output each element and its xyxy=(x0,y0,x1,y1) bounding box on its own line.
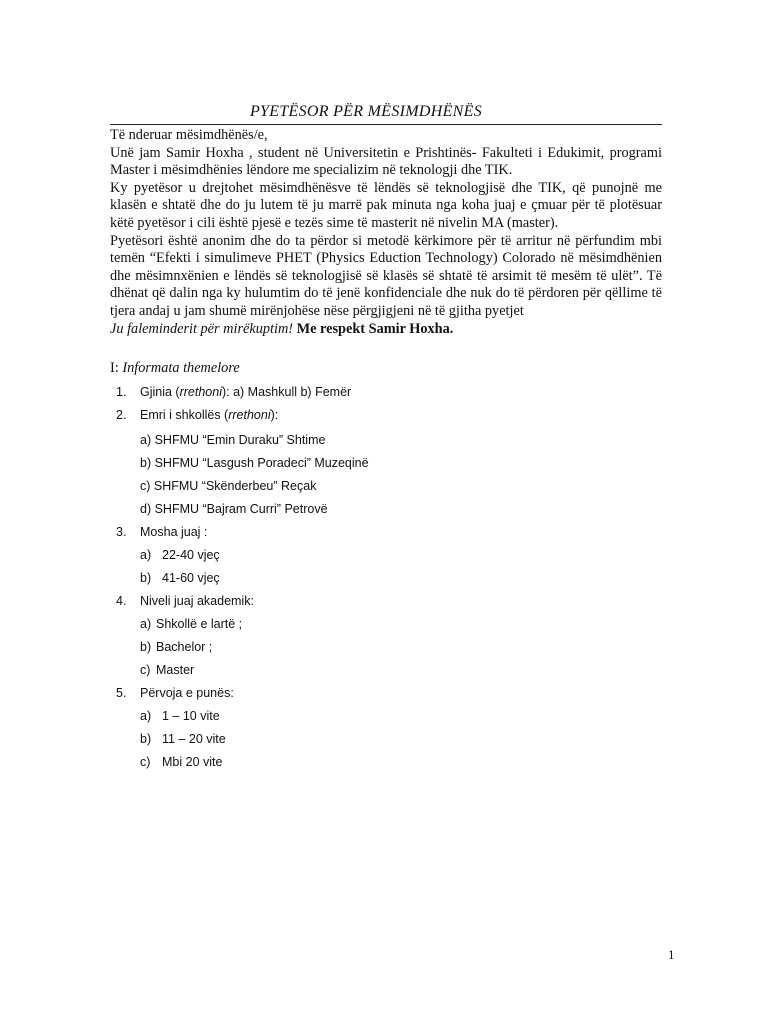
document-page: PYETËSOR PËR MËSIMDHËNËS Të nderuar mësimdhënës/e, Unë jam Samir Hoxha , student në Universitetin e Prishtinës- Fakulteti i Edukimit, programi Master i mësimdhënies lëndore me specializim në teknologji dhe TIK. Ky pyetësor u drejtohet mësimdhënësve të lëndës së teknologjisë dhe TIK, që punojnë me klasën e shtatë dhe do ju lutem të ju marrë pak minuta nga koha juaj e çmuar për të plotësuar këtë pyetësor i cili është pjesë e tezës sime të masterit në nivelin MA (master). Pyetësori është anonim dhe do ta përdor si metodë kërkimore për të arritur në përfundim mbi temën “Efekti i simulimeve PHET (Physics Eduction Technology) Colorado në mësimdhënien dhe mësimnxënien e lëndës së teknologjisë së klasës së shtatë të arsimit të mesëm të ulët”. Të dhënat që dalin nga ky hulumtim do të jenë konfidenciale dhe nuk do të përdoren për qëllime të tjera andaj u jam shumë mirënjohëse nëse përgjigjeni në të gjitha pyetjet Ju faleminderit për mirëkuptim! Me respekt Samir Hoxha. I: Informata themelore 1. Gjinia (rrethoni): a) Mashkull b) Femër 2. Emri i shkollës (rrethoni): a) SHFMU “Emin Duraku” Shtime b) SHFMU “Lasgush Poradeci” Muzeqinë c) SHFMU “Skënderbeu” Reçak d) SHFMU “Bajram Curri” Petrovë 3. Mosha juaj : a) 22-40 vjeç b) 41-60 vjeç 4. Niveli juaj akademik: a) Shkollë e lartë ; b) Bachelor ; c) Master 5. Përvoja e punës: a) 1 – 10 vite b) 11 – 20 vite c) Mbi 20 vite 1 xyxy=(110,103,675,962)
intro-paragraph-1: Unë jam Samir Hoxha , student në Universitetin e Prishtinës- Fakulteti i Edukimit, programi Master i mësimdhënies lëndore me specializim në teknologji dhe TIK. xyxy=(110,144,662,179)
question-number: 4. xyxy=(116,594,127,608)
question-number: 5. xyxy=(116,686,127,700)
closing-line xyxy=(110,321,662,339)
greeting: Të nderuar mësimdhënës/e, xyxy=(110,127,268,143)
section-heading xyxy=(110,360,240,377)
page-number: 1 xyxy=(668,947,675,962)
question-text: Përvoja e punës: xyxy=(140,686,234,700)
question-text: Mosha juaj : xyxy=(140,525,208,539)
question-text: Niveli juaj akademik: xyxy=(140,594,254,608)
question-number: 2. xyxy=(116,408,127,422)
title-underline xyxy=(110,124,662,125)
section-title: Informata themelore xyxy=(122,360,240,376)
question-number: 1. xyxy=(116,385,127,399)
intro-paragraph-3: Pyetësori është anonim dhe do ta përdor si metodë kërkimore për të arritur në përfundim mbi temën “Efekti i simulimeve PHET (Physics Eduction Technology) Colorado në mësimdhënien dhe mësimnxënien e lëndës së teknologjisë së klasës së shtatë të arsimit të mesëm të ulët”. Të dhënat që dalin nga ky hulumtim do të jenë konfidenciale dhe nuk do të përdoren për qëllime të tjera andaj u jam shumë mirënjohëse nëse përgjigjeni në të gjitha pyetjet xyxy=(110,232,662,319)
intro-text xyxy=(110,127,662,338)
intro-paragraph-2: Ky pyetësor u drejtohet mësimdhënësve të lëndës së teknologjisë dhe TIK, që punojnë me klasën e shtatë dhe do ju lutem të ju marrë pak minuta nga koha juaj e çmuar për të plotësuar këtë pyetësor i cili është pjesë e tezës sime të masterit në nivelin MA (master). xyxy=(110,179,662,231)
question-text: Emri i shkollës (rrethoni): xyxy=(140,408,279,422)
question-text: Gjinia (rrethoni): a) Mashkull b) Femër xyxy=(140,385,352,399)
document-title: PYETËSOR PËR MËSIMDHËNËS xyxy=(249,103,483,120)
thanks-text: Ju faleminderit për mirëkuptim! xyxy=(110,320,294,337)
signature-text: Me respekt Samir Hoxha. xyxy=(296,320,454,337)
section-number: I: xyxy=(110,360,119,376)
question-number: 3. xyxy=(116,525,127,539)
